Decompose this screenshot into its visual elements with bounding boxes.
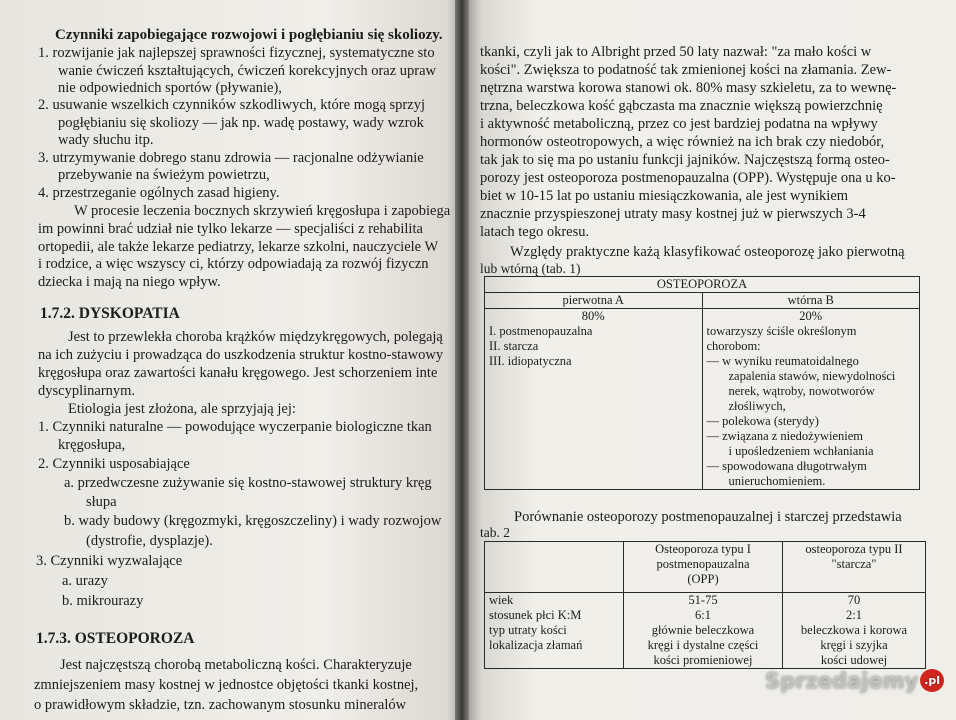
list-item: chorobom: [706,339,761,353]
list-item: unieruchomieniem. [728,474,826,488]
header-line: osteoporoza typu II [805,542,903,556]
primary-cell [485,309,703,490]
type1-values [624,593,783,669]
text-line: trzna, beleczkowa kość gąbczasta ma znacznie większą powierzchnię [480,98,883,114]
list-item: i upośledzeniem wchłaniania [728,444,874,458]
text-line: b. wady budowy (kręgozmyki, kręgoszczeliny) i wady rozwojow [64,513,442,529]
text-line: a. przedwczesne zużywanie się kostno-stawowej struktury kręg [64,475,432,491]
text-line: W procesie leczenia bocznych skrzywień kręgosłupa i zapobiega [74,203,451,219]
osteoporosis-classification-table [484,276,920,490]
book-spine [455,0,469,720]
watermark-text: Sprzedajemy [765,669,919,693]
table-cell: 2:1 [846,608,862,622]
text-line: Jest to przewlekła choroba krążków międzykręgowych, polegają [68,329,443,345]
text-line: (dystrofie, dysplazje). [86,533,213,549]
table-cell: 70 [847,593,861,607]
text-line: nie odpowiednich sportów (pływanie), [58,80,282,96]
list-item: — polekowa (sterydy) [706,414,819,428]
table-cell: beleczkowa i korowa [800,623,908,637]
header-line: Osteoporoza typu I [655,542,751,556]
left-page [0,0,466,720]
table1-intro: Względy praktyczne każą klasyfikować osteoporozę jako pierwotną [510,244,905,260]
text-line: latach tego okresu. [480,224,590,240]
header-line: (OPP) [687,572,719,586]
list-item: nerek, wątroby, nowotworów [728,384,875,398]
text-line: dziecka i mają na niego wpływ. [38,274,221,290]
table-cell: kręgi i szyjka [820,638,888,652]
header-line: "starcza" [831,557,877,571]
section-heading-dyskopatia: 1.7.2. DYSKOPATIA [40,305,180,322]
list-item: towarzyszy ściśle określonym [706,324,857,338]
table-cell: 51-75 [688,593,718,607]
table-cell: 6:1 [695,608,711,622]
text-line: b. mikrourazy [62,593,144,609]
text-line: Etiologia jest złożona, ale sprzyjają jej: [68,401,296,417]
text-line: 1. rozwijanie jak najlepszej sprawności fizycznej, systematyczne sto [38,45,435,61]
row-label [489,653,619,668]
text-line: tak jak to się ma po ustaniu funkcji jajników. Najczęstszą formą osteo- [480,152,890,168]
text-line: kręgosłupa, [58,437,126,453]
scoliosis-prevention-heading: Czynniki zapobiegające rozwojowi i pogłębianiu się skoliozy. [55,27,443,43]
row-labels [485,593,624,669]
text-line: 2. Czynniki usposabiające [38,456,190,472]
text-line: 3. utrzymywanie dobrego stanu zdrowia — racjonalne odżywianie [38,150,424,166]
text-line: nętrzna warstwa korowa stanowi ok. 80% masy szkieletu, za to wewnę- [480,80,897,96]
list-item: zapalenia stawów, niewydolności [728,369,896,383]
list-item: złośliwych, [728,399,786,413]
text-line: i aktywność metaboliczną, przez co jest bardziej podatna na wpływy [480,116,878,132]
col-header-secondary: wtórna B [702,293,920,309]
text-line: porozy jest osteoporoza postmenopauzalna (OPP). Występuje ona u ko- [480,170,896,186]
list-item: — spowodowana długotrwałym [706,459,867,473]
sprzedajemy-watermark [765,669,944,693]
text-line: biet w 10-15 lat po ustaniu miesiączkowania, ale jest wynikiem [480,188,849,204]
row-label: typ utraty kości [489,623,567,637]
table-cell: kości udowej [820,653,888,667]
list-item: — związana z niedożywieniem [706,429,864,443]
table-cell: głównie beleczkowa [651,623,755,637]
table-cell: kości promieniowej [653,653,753,667]
col-header-primary: pierwotna A [485,293,703,309]
text-line: 1. Czynniki naturalne — powodujące wyczerpanie biologiczne tkan [38,419,432,435]
text-line: Jest najczęstszą chorobą metaboliczną kości. Charakteryzuje [60,657,412,673]
text-line: na ich zużyciu i prowadząca do uszkodzenia struktur kostno-stawowy [38,347,444,363]
secondary-cell [702,309,920,490]
text-line: kręgosłupa oraz zawartości kanału kręgowego. Jest schorzeniem inte [38,365,438,381]
text-line: przebywanie na świeżym powietrzu, [58,167,270,183]
text-line: a. urazy [62,573,108,589]
primary-percent: 80% [581,309,605,323]
row-label: wiek [489,593,514,607]
row-label: stosunek płci K:M [489,608,582,622]
table2-intro-ref: tab. 2 [480,525,510,540]
list-item: III. idiopatyczna [489,354,572,368]
text-line: kości". Zwiększa to podatność tak zmienionej kości na złamania. Zew- [480,62,892,78]
header-type1 [624,542,783,593]
table1-intro-ref: lub wtórną (tab. 1) [480,261,581,276]
text-line: ortopedii, ale także lekarze pediatrzy, lekarze szkolni, nauczyciele W [38,239,439,255]
table-title: OSTEOPOROZA [485,277,920,293]
osteoporosis-comparison-table [484,541,926,669]
header-line: postmenopauzalna [656,557,750,571]
text-line: wady słuchu itp. [58,132,154,148]
text-line: o prawidłowym składzie, tzn. zachowanym stosunku mineralów [34,697,407,713]
empty-header-cell [485,542,624,593]
text-line: hormonów osteotropowych, a więc również na ich brak czy niedobór, [480,134,885,150]
list-item: II. starcza [489,339,539,353]
watermark-badge: .pl [920,669,944,692]
table-cell: kręgi i dystalne części [647,638,759,652]
text-line: pogłębianiu się skoliozy — jak np. wadę postawy, wady wzrok [58,115,424,131]
text-line: 4. przestrzeganie ogólnych zasad higieny. [38,185,280,201]
text-line: 3. Czynniki wyzwalające [36,553,183,569]
text-line: wanie ćwiczeń kształtujących, ćwiczeń korekcyjnych oraz upraw [58,63,437,79]
text-line: znacznie przyspieszonej utraty masy kostnej już w pierwszych 3-4 [480,206,866,222]
text-line: dyscyplinarnym. [38,383,136,399]
text-line: słupa [86,494,117,510]
table2-intro: Porównanie osteoporozy postmenopauzalnej i starczej przedstawia [514,509,902,525]
text-line: im powinni brać udział nie tylko lekarze — specjaliści z rehabilita [38,221,423,237]
secondary-percent: 20% [799,309,823,323]
text-line: zmniejszeniem masy kostnej w jednostce objętości tkanki kostnej, [34,677,419,693]
list-item: I. postmenopauzalna [489,324,593,338]
row-label: lokalizacja złamań [489,638,583,652]
text-line: i rodzice, a więc wszyscy ci, którzy odpowiadają za rozwój fizyczn [38,256,429,272]
type2-values [783,593,926,669]
section-heading-osteoporoza: 1.7.3. OSTEOPOROZA [36,630,195,647]
text-line: tkanki, czyli jak to Albright przed 50 laty nazwał: "za mało kości w [480,44,872,60]
list-item: — w wyniku reumatoidalnego [706,354,859,368]
text-line: 2. usuwanie wszelkich czynników szkodliwych, które mogą sprzyj [38,97,425,113]
header-type2 [783,542,926,593]
